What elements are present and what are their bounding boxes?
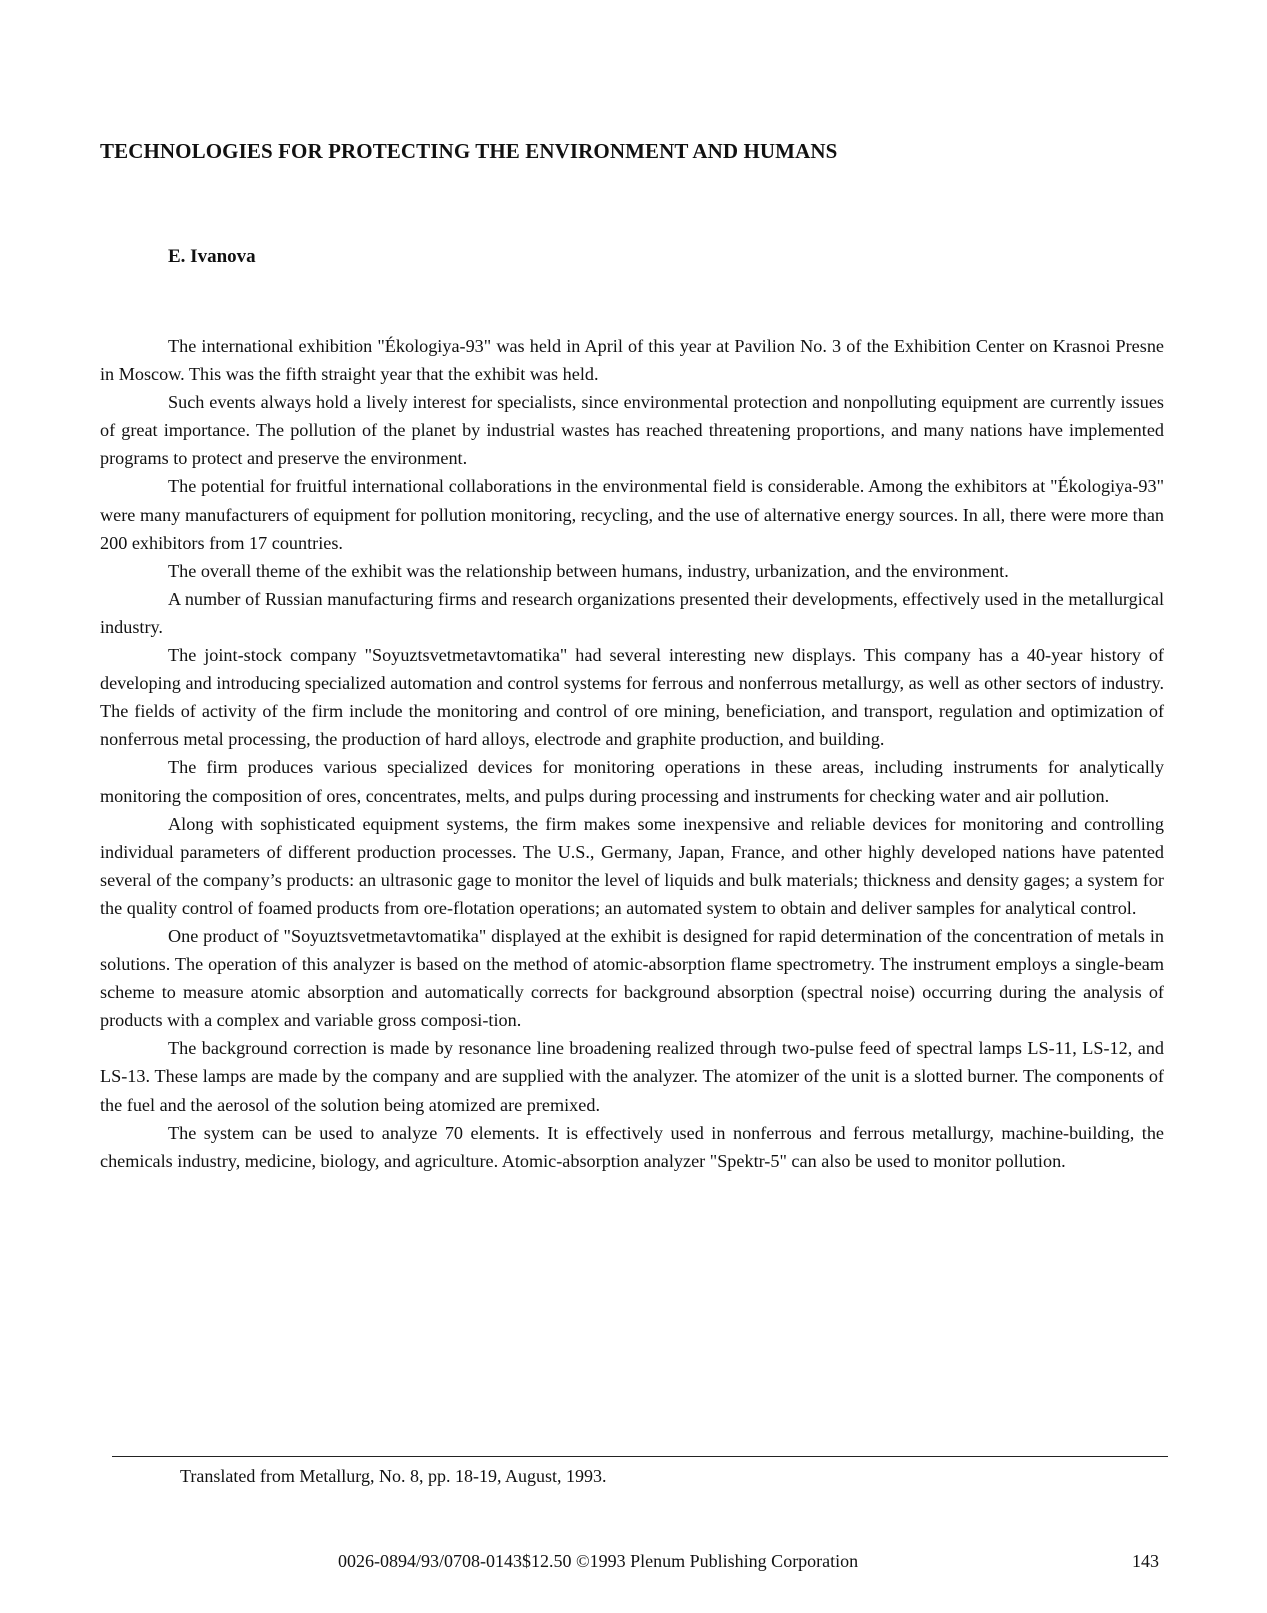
paragraph: Such events always hold a lively interest for specialists, since environmental protection and nonpolluting equipment are currently issues of great importance. The pollution of the planet by industrial wastes has reached threatening proportions, and many nations have implemented programs to protect and preserve the environment. xyxy=(100,392,1164,469)
article-title: TECHNOLOGIES FOR PROTECTING THE ENVIRONMENT AND HUMANS xyxy=(100,139,838,163)
paragraph: The background correction is made by resonance line broadening realized through two-pulse feed of spectral lamps LS-11, LS-12, and LS-13. These lamps are made by the company and are supplied with the analyzer. The atomizer of the unit is a slotted burner. The components of the fuel and the aerosol of the solution being atomized are premixed. xyxy=(100,1038,1164,1115)
article-author: E. Ivanova xyxy=(168,246,256,267)
paragraph: The overall theme of the exhibit was the relationship between humans, industry, urbanization, and the environment. xyxy=(168,560,1009,581)
publication-code: 0026-0894/93/0708-0143$12.50 ©1993 Plenum Publishing Corporation xyxy=(338,1551,859,1571)
paragraph: The system can be used to analyze 70 elements. It is effectively used in nonferrous and ferrous metallurgy, machine-building, the chemicals industry, medicine, biology, and agriculture. Atomic-absorption analyzer "Spektr-5" can also be used to monitor pollution. xyxy=(100,1122,1164,1171)
translation-footnote: Translated from Metallurg, No. 8, pp. 18-19, August, 1993. xyxy=(180,1466,607,1486)
page-number: 143 xyxy=(1132,1551,1159,1571)
paragraph: Along with sophisticated equipment systems, the firm makes some inexpensive and reliable devices for monitoring and controlling individual parameters of different production processes. The U.S., Germany, Japan, France, and other highly developed nations have patented several of the company’s products: an ultrasonic gage to monitor the level of liquids and bulk materials; thickness and density gages; a system for the quality control of foamed products from ore-flotation operations; an automated system to obtain and deliver samples for analytical control. xyxy=(100,813,1164,918)
footnote-divider xyxy=(112,1456,1168,1457)
article-body xyxy=(100,332,1164,1175)
paragraph: The firm produces various specialized devices for monitoring operations in these areas, including instruments for analytically monitoring the composition of ores, concentrates, melts, and pulps during processing and instruments for checking water and air pollution. xyxy=(100,757,1164,806)
paragraph: The international exhibition "Ékologiya-93" was held in April of this year at Pavilion No. 3 of the Exhibition Center on Krasnoi Presne in Moscow. This was the fifth straight year that the exhibit was held. xyxy=(100,336,1164,385)
paragraph: The joint-stock company "Soyuztsvetmetavtomatika" had several interesting new displays. This company has a 40-year history of developing and introducing specialized automation and control systems for ferrous and nonferrous metallurgy, as well as other sectors of industry. The fields of activity of the firm include the monitoring and control of ore mining, beneficiation, and transport, regulation and optimization of nonferrous metal processing, the production of hard alloys, electrode and graphite production, and building. xyxy=(100,645,1164,750)
paragraph: A number of Russian manufacturing firms and research organizations presented their developments, effectively used in the metallurgical industry. xyxy=(100,588,1164,637)
paragraph: The potential for fruitful international collaborations in the environmental field is considerable. Among the exhibitors at "Ékologiya-93" were many manufacturers of equipment for pollution monitoring, recycling, and the use of alternative energy sources. In all, there were more than 200 exhibitors from 17 countries. xyxy=(100,476,1164,553)
paragraph: One product of "Soyuztsvetmetavtomatika" displayed at the exhibit is designed for rapid determination of the concentration of metals in solutions. The operation of this analyzer is based on the method of atomic-absorption flame spectrometry. The instrument employs a single-beam scheme to measure atomic absorption and automatically corrects for background absorption (spectral noise) occurring during the analysis of products with a complex and variable gross composi-tion. xyxy=(100,925,1164,1031)
